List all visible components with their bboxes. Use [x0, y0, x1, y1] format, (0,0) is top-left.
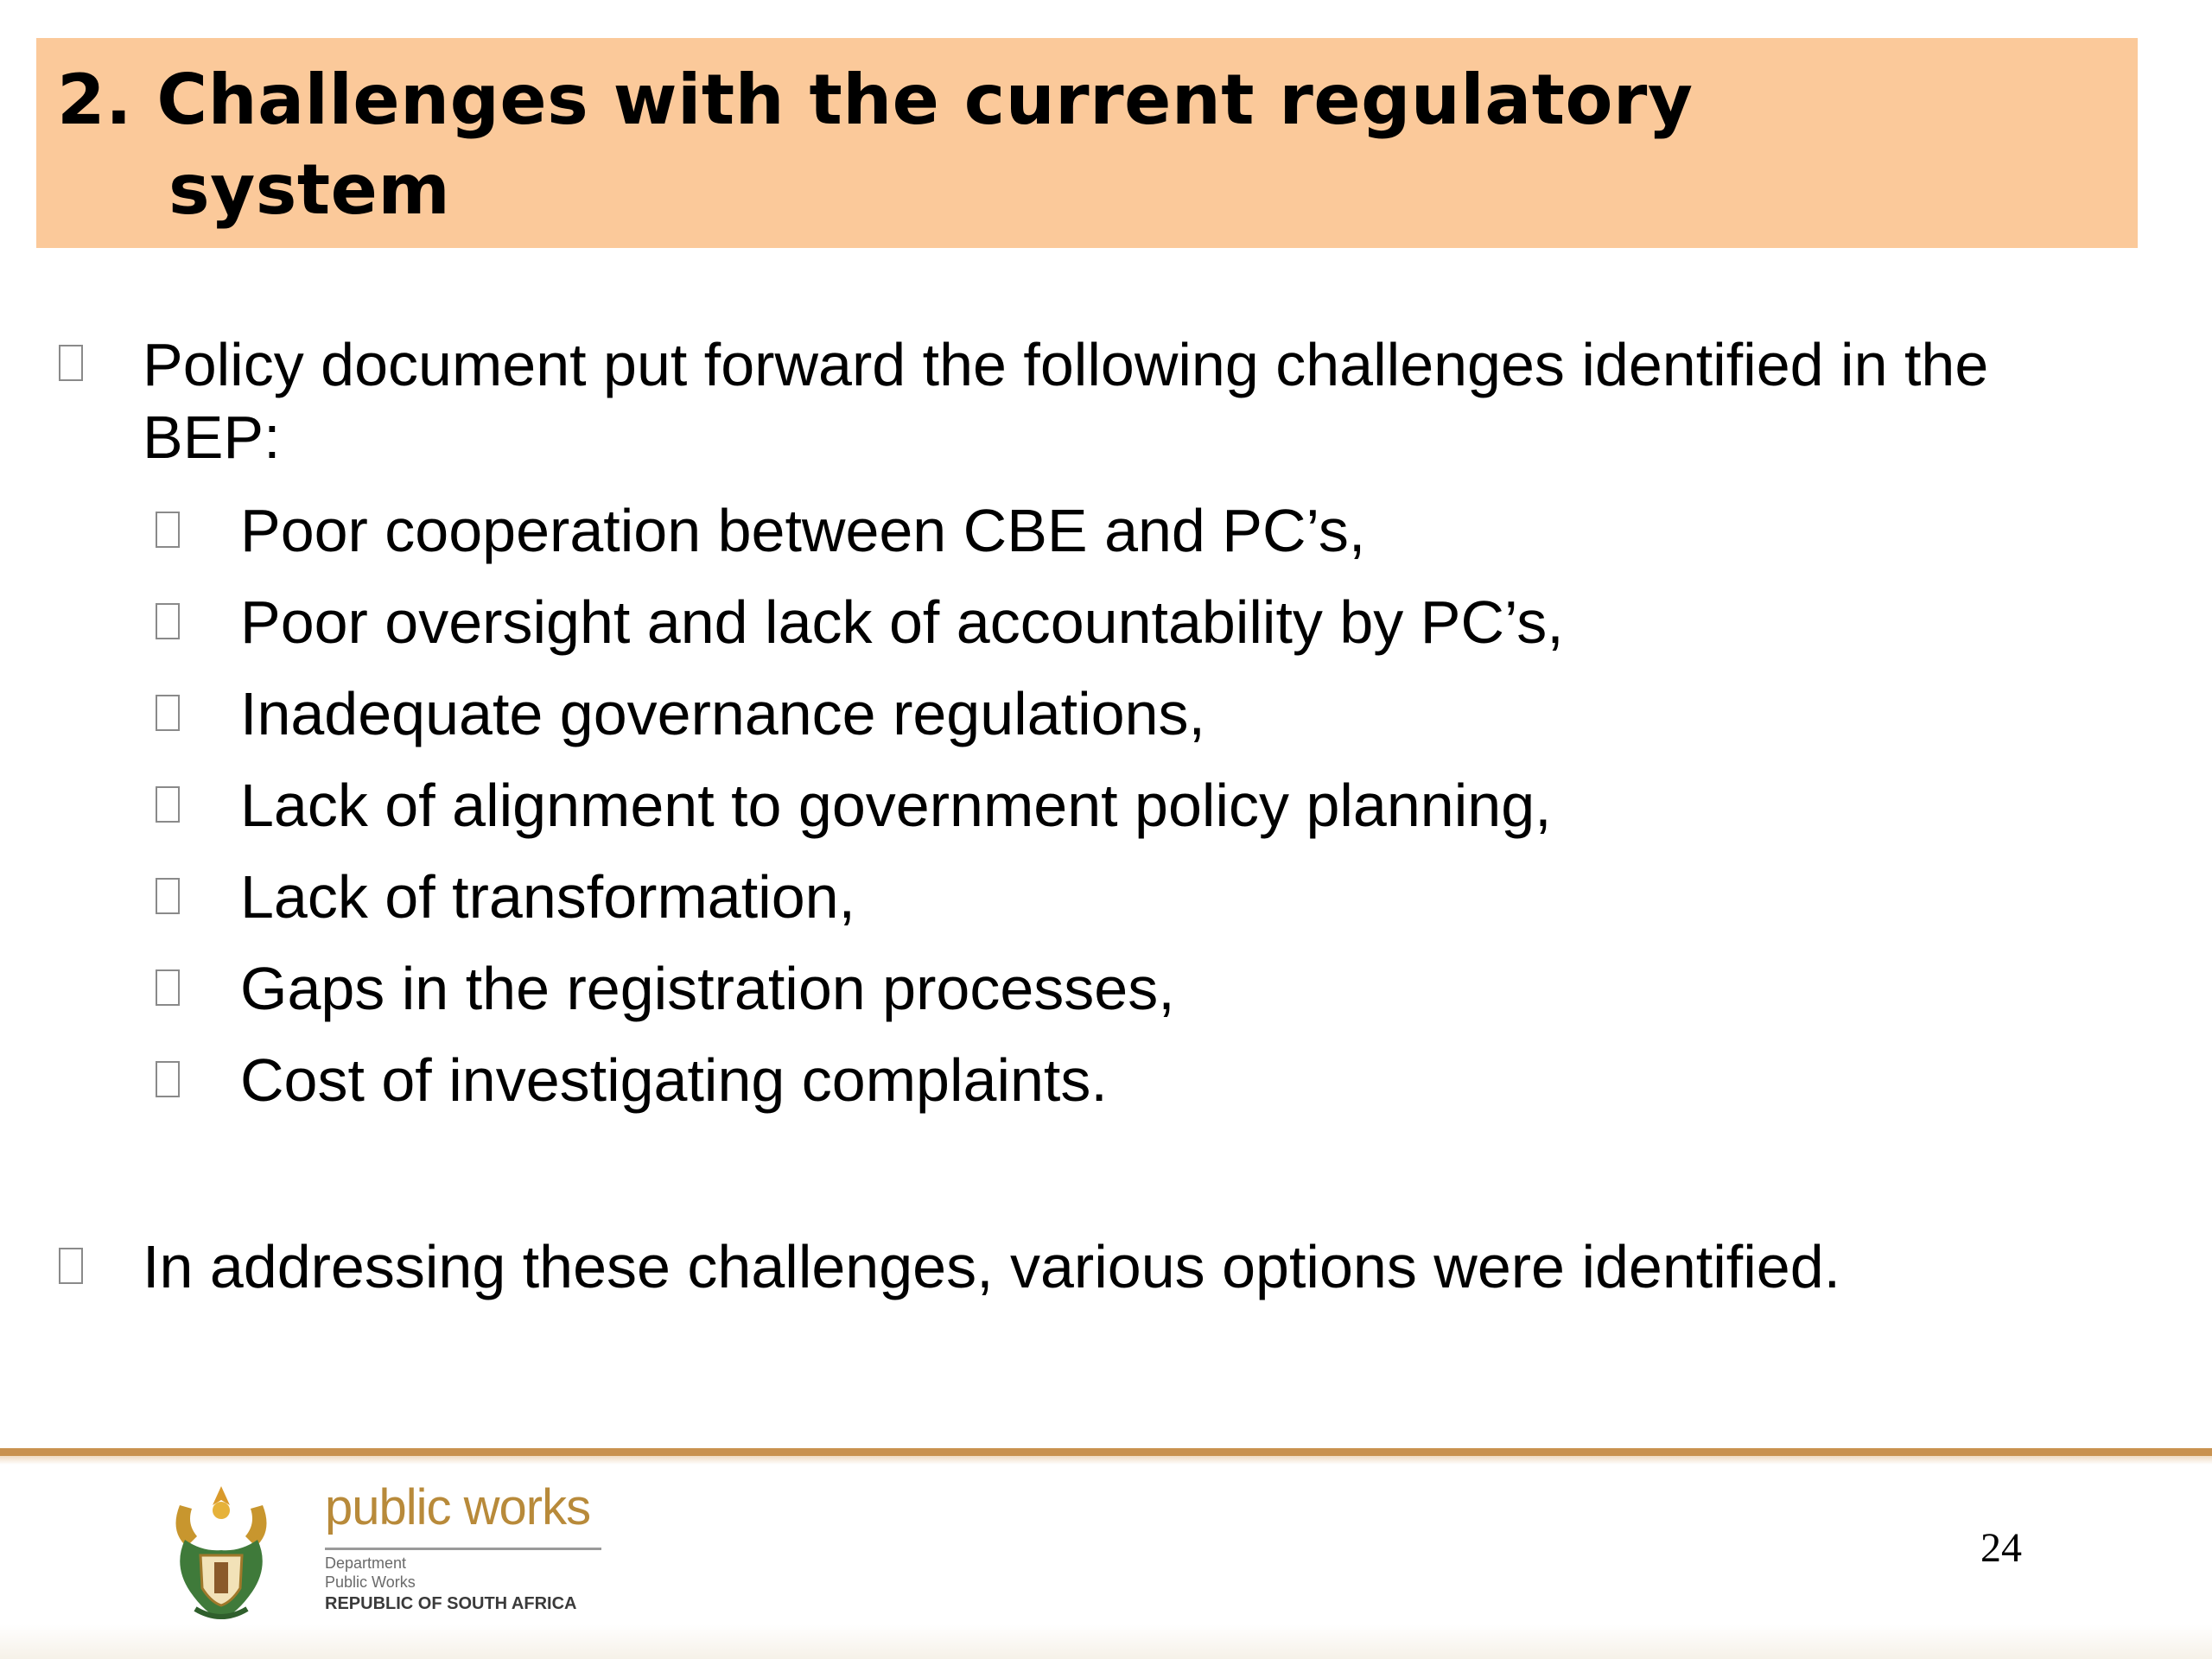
- footer-divider-shadow: [0, 1456, 2212, 1465]
- bullet-box-icon: [156, 512, 180, 548]
- challenge-item: Gaps in the registration processes,: [240, 955, 1175, 1022]
- footer-divider: [0, 1448, 2212, 1456]
- slide-title-band: [36, 38, 2138, 248]
- challenge-item: Poor cooperation between CBE and PC’s,: [240, 497, 1366, 564]
- bullet-box-icon: [156, 603, 180, 639]
- bullet-box-icon: [156, 969, 180, 1006]
- bullet-box-icon: [59, 1248, 83, 1284]
- challenge-item: Cost of investigating complaints.: [240, 1046, 1108, 1114]
- intro-paragraph: Policy document put forward the following challenges identified in the BEP:: [143, 331, 1989, 471]
- footer-fade: [0, 1624, 2212, 1659]
- logo-subtext-3: REPUBLIC OF SOUTH AFRICA: [325, 1594, 577, 1613]
- coat-of-arms-icon: [161, 1479, 282, 1626]
- challenge-item: Poor oversight and lack of accountability by PC’s,: [240, 588, 1564, 656]
- bullet-box-icon: [156, 878, 180, 914]
- logo-underline: [325, 1548, 601, 1550]
- challenge-item: Inadequate governance regulations,: [240, 680, 1205, 747]
- logo-subtext-1: Department: [325, 1554, 407, 1572]
- slide-title-line-1: 2. Challenges with the current regulatory: [57, 60, 1694, 140]
- challenge-item: Lack of transformation,: [240, 863, 855, 931]
- conclusion-paragraph: In addressing these challenges, various options were identified.: [143, 1233, 1841, 1300]
- bullet-box-icon: [156, 786, 180, 823]
- challenge-item: Lack of alignment to government policy planning,: [240, 772, 1552, 839]
- bullet-box-icon: [156, 1061, 180, 1097]
- slide-title-line-2: system: [168, 149, 451, 230]
- logo-subtext-2: Public Works: [325, 1573, 416, 1591]
- department-logo-text: public works: [325, 1479, 591, 1535]
- page-number: 24: [1980, 1525, 2022, 1571]
- bullet-box-icon: [156, 695, 180, 731]
- bullet-box-icon: [59, 345, 83, 381]
